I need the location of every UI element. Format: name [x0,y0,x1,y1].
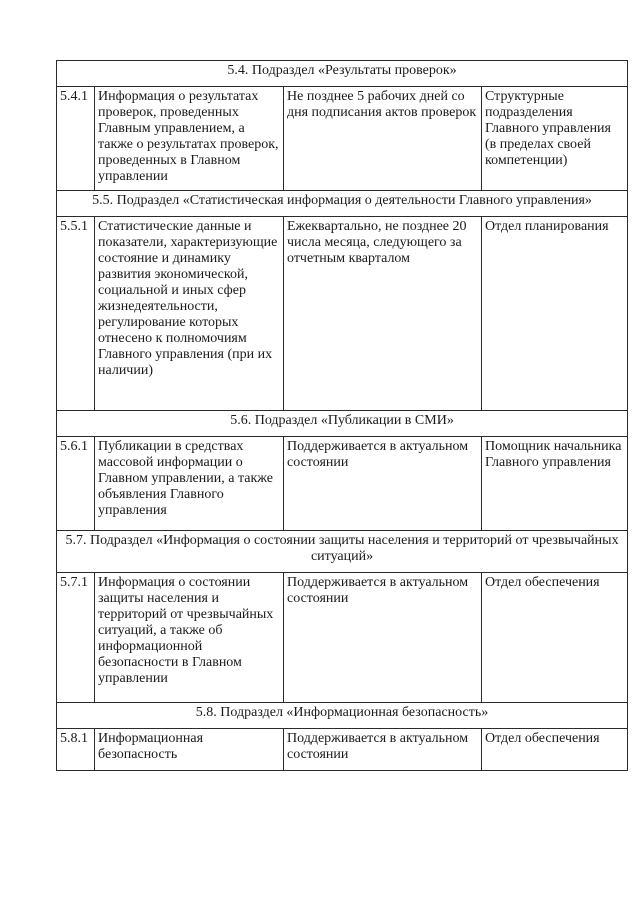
section-header-row [57,411,628,437]
row-information: Информация о результатах проверок, проведенных Главным управлением, а также о результатах проверок, проведенных в Главном управлении [95,87,284,191]
table-row [57,573,628,703]
row-term: Поддерживается в актуальном состоянии [284,573,482,703]
section-title: 5.7. Подраздел «Информация о состоянии защиты населения и территорий от чрезвычайных ситуаций» [57,531,628,573]
section-title: 5.6. Подраздел «Публикации в СМИ» [57,411,628,437]
table-row [57,87,628,191]
row-term: Не позднее 5 рабочих дней со дня подписания актов проверок [284,87,482,191]
table-row [57,437,628,531]
section-header-row [57,191,628,217]
row-responsible: Отдел обеспечения [482,729,628,771]
table-row [57,217,628,411]
table-row [57,729,628,771]
row-number: 5.7.1 [57,573,95,703]
row-information: Информационная безопасность [95,729,284,771]
section-header-row [57,703,628,729]
row-responsible: Структурные подразделения Главного управления (в пределах своей компетенции) [482,87,628,191]
row-responsible: Помощник начальника Главного управления [482,437,628,531]
row-information: Статистические данные и показатели, характеризующие состояние и динамику развития экономической, социальной и иных сфер жизнедеятельности, регулирование которых отнесено к полномочиям Главного управления (при их наличии) [95,217,284,411]
information-table [56,60,628,771]
row-term: Поддерживается в актуальном состоянии [284,729,482,771]
row-information: Информация о состоянии защиты населения и территорий от чрезвычайных ситуаций, а также об информационной безопасности в Главном управлении [95,573,284,703]
section-header-row [57,531,628,573]
row-term: Поддерживается в актуальном состоянии [284,437,482,531]
row-responsible: Отдел планирования [482,217,628,411]
row-number: 5.6.1 [57,437,95,531]
section-title: 5.4. Подраздел «Результаты проверок» [57,61,628,87]
row-number: 5.8.1 [57,729,95,771]
section-title: 5.5. Подраздел «Статистическая информация о деятельности Главного управления» [57,191,628,217]
row-information: Публикации в средствах массовой информации о Главном управлении, а также объявления Главного управления [95,437,284,531]
section-header-row [57,61,628,87]
row-number: 5.4.1 [57,87,95,191]
row-term: Ежеквартально, не позднее 20 числа месяца, следующего за отчетным кварталом [284,217,482,411]
row-number: 5.5.1 [57,217,95,411]
row-responsible: Отдел обеспечения [482,573,628,703]
section-title: 5.8. Подраздел «Информационная безопасность» [57,703,628,729]
